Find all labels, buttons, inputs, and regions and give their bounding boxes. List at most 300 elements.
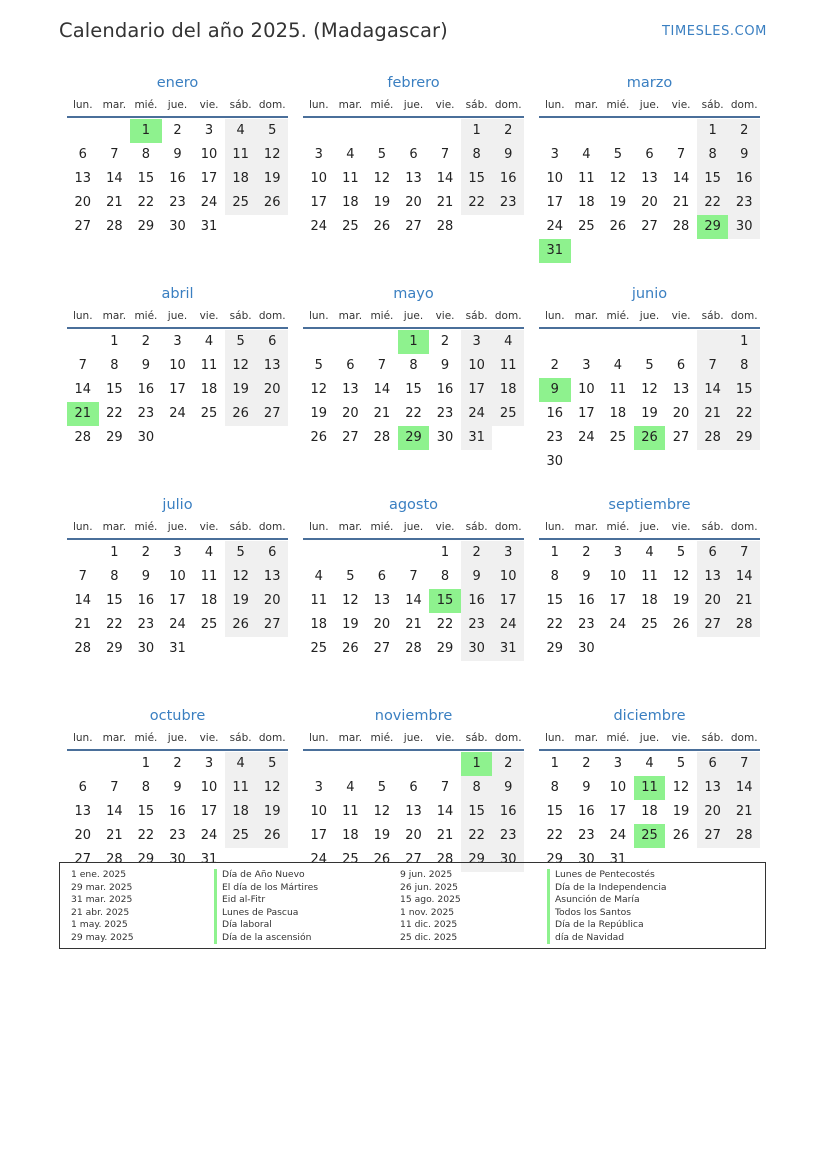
holiday-name: Lunes de Pascua (214, 907, 318, 920)
weekday-label: mar. (574, 99, 599, 111)
day-cell: 11 (492, 354, 524, 378)
day-cell: 24 (310, 219, 328, 234)
blank-cell (697, 330, 729, 354)
day-cell: 23 (492, 824, 524, 848)
blank-cell (634, 119, 666, 143)
day-cell: 27 (697, 613, 729, 637)
day-cell: 25 (609, 430, 627, 445)
day-cell: 22 (436, 617, 454, 632)
month-enero (67, 72, 288, 283)
holiday-date: 11 dic. 2025 (400, 919, 458, 930)
day-cell: 12 (609, 171, 627, 186)
day-cell: 12 (256, 143, 288, 167)
weekday-label: jue. (167, 99, 188, 111)
month-title: febrero (387, 75, 440, 91)
weekday-label: mar. (102, 310, 127, 322)
month-mayo (303, 283, 524, 494)
day-cell: 19 (672, 804, 690, 819)
day-cell: 20 (74, 828, 92, 843)
blank-cell (634, 330, 666, 354)
blank-cell (429, 752, 461, 776)
blank-cell (303, 119, 335, 143)
weekday-label: mar. (102, 732, 127, 744)
day-cell: 30 (169, 219, 186, 234)
day-cell: 19 (342, 617, 359, 632)
weekday-label: mié. (370, 732, 394, 744)
holiday-date: 25 dic. 2025 (400, 931, 458, 943)
day-cell: 12 (641, 382, 658, 397)
day-cell: 28 (74, 430, 92, 445)
day-cell: 19 (672, 593, 690, 608)
day-cell: 13 (697, 565, 729, 589)
holiday-date: 31 mar. 2025 (71, 894, 133, 905)
weekday-label: sáb. (465, 310, 488, 322)
weekday-label: vie. (435, 310, 455, 322)
day-cell: 13 (405, 171, 422, 186)
day-cell: 20 (405, 195, 422, 210)
weekday-header (303, 94, 524, 118)
weekday-label: dom. (494, 521, 522, 533)
weekday-header (539, 305, 760, 329)
day-cell: 23 (461, 613, 493, 637)
day-cell: 28 (728, 613, 760, 637)
weekday-label: mié. (606, 310, 630, 322)
day-cell: 17 (609, 593, 627, 608)
day-cell: 9 (173, 147, 182, 162)
holiday-name: Día de la Independencia (547, 882, 667, 895)
day-cell: 7 (440, 147, 450, 162)
day-cell: 30 (546, 454, 564, 469)
day-cell: 26 (672, 617, 690, 632)
day-cell: 22 (461, 824, 493, 848)
day-cell: 21 (405, 617, 422, 632)
day-cell: 8 (110, 569, 119, 584)
day-cell: 27 (342, 430, 359, 445)
day-cell: 24 (609, 828, 627, 843)
weekday-label: lun. (72, 732, 93, 744)
day-cell: 8 (728, 354, 760, 378)
weekday-label: sáb. (229, 310, 252, 322)
day-cell: 4 (645, 756, 654, 771)
day-cell: 4 (314, 569, 323, 584)
day-cell: 30 (461, 637, 493, 661)
day-cell: 28 (728, 824, 760, 848)
day-cell: 7 (78, 358, 87, 373)
day-cell: 5 (346, 569, 355, 584)
blank-cell (99, 119, 131, 143)
day-cell: 5 (377, 147, 387, 162)
day-cell: 8 (141, 780, 151, 795)
day-cell: 14 (672, 171, 690, 186)
day-cell: 5 (225, 330, 257, 354)
weekday-label: mié. (134, 99, 158, 111)
day-cell: 7 (728, 752, 760, 776)
day-cell: 10 (310, 804, 328, 819)
day-cell: 12 (373, 171, 391, 186)
day-cell: 29 (137, 219, 155, 234)
day-cell: 31 (200, 219, 218, 234)
day-cell: 20 (697, 800, 729, 824)
day-cell: 17 (310, 828, 328, 843)
day-cell: 16 (546, 406, 564, 421)
weekday-label: vie. (671, 310, 691, 322)
day-cell: 19 (373, 195, 391, 210)
day-cell: 20 (641, 195, 658, 210)
day-cell: 28 (405, 641, 422, 656)
blank-cell (398, 541, 430, 565)
day-cell: 17 (169, 382, 186, 397)
blank-cell (602, 330, 634, 354)
day-cell: 17 (200, 171, 218, 186)
day-cell: 20 (697, 589, 729, 613)
day-cell: 22 (106, 617, 123, 632)
blank-cell (571, 119, 603, 143)
day-cell: 1 (110, 545, 119, 560)
day-cell: 20 (74, 195, 92, 210)
day-cell: 14 (106, 804, 123, 819)
day-cell: 25 (342, 852, 359, 867)
brand-logo[interactable]: TIMESLES.COM (661, 24, 767, 39)
day-grid (67, 541, 288, 661)
day-cell: 19 (225, 589, 257, 613)
weekday-label: dom. (258, 310, 286, 322)
weekday-label: lun. (72, 99, 93, 111)
day-cell: 18 (641, 593, 658, 608)
day-cell: 16 (492, 167, 524, 191)
day-cell: 9 (141, 569, 151, 584)
weekday-label: vie. (199, 99, 219, 111)
day-cell: 12 (256, 776, 288, 800)
day-cell: 13 (74, 804, 92, 819)
page-title: Calendario del año 2025. (Madagascar) (59, 19, 448, 42)
blank-cell (335, 541, 367, 565)
day-cell: 7 (78, 569, 87, 584)
weekday-header (539, 94, 760, 118)
day-cell: 2 (173, 756, 182, 771)
day-cell: 9 (461, 565, 493, 589)
day-cell: 10 (310, 171, 328, 186)
day-cell: 10 (492, 565, 524, 589)
day-cell: 12 (672, 780, 690, 795)
day-cell: 28 (373, 430, 391, 445)
day-cell: 8 (409, 358, 418, 373)
day-cell: 23 (578, 617, 595, 632)
day-cell: 4 (613, 358, 623, 373)
weekday-label: sáb. (229, 521, 252, 533)
day-cell: 29 (546, 852, 564, 867)
day-cell: 14 (74, 593, 92, 608)
day-cell: 3 (550, 147, 559, 162)
holiday-day-cell: 1 (398, 330, 430, 354)
day-cell: 5 (676, 545, 686, 560)
weekday-label: mié. (606, 732, 630, 744)
day-cell: 26 (609, 219, 627, 234)
day-cell: 15 (405, 382, 422, 397)
day-cell: 24 (310, 852, 328, 867)
day-cell: 14 (74, 382, 92, 397)
weekday-label: vie. (435, 99, 455, 111)
day-cell: 30 (578, 852, 595, 867)
day-cell: 21 (373, 406, 391, 421)
day-cell: 6 (78, 147, 87, 162)
day-cell: 17 (609, 804, 627, 819)
day-cell: 10 (169, 569, 186, 584)
day-cell: 17 (461, 378, 493, 402)
day-cell: 23 (137, 406, 155, 421)
day-cell: 12 (310, 382, 328, 397)
month-title: junio (631, 286, 668, 302)
day-grid (303, 119, 524, 239)
day-cell: 10 (578, 382, 595, 397)
day-cell: 13 (697, 776, 729, 800)
day-cell: 9 (141, 358, 151, 373)
weekday-label: lun. (308, 521, 329, 533)
weekday-label: mar. (574, 310, 599, 322)
holiday-name: Asunción de María (547, 894, 667, 907)
weekday-label: sáb. (701, 732, 724, 744)
day-cell: 30 (436, 430, 454, 445)
weekday-label: mar. (574, 521, 599, 533)
day-cell: 10 (546, 171, 564, 186)
weekday-label: sáb. (701, 99, 724, 111)
day-cell: 14 (728, 565, 760, 589)
day-cell: 4 (225, 119, 257, 143)
day-cell: 6 (676, 358, 686, 373)
blank-cell (67, 541, 99, 565)
day-grid (303, 330, 524, 450)
holiday-day-cell: 1 (461, 752, 493, 776)
weekday-header (67, 94, 288, 118)
weekday-label: dom. (730, 310, 758, 322)
day-cell: 5 (645, 358, 654, 373)
day-cell: 10 (169, 358, 186, 373)
day-cell: 1 (550, 545, 559, 560)
weekday-label: mar. (338, 521, 363, 533)
weekday-label: mié. (370, 521, 394, 533)
day-cell: 30 (492, 848, 524, 872)
day-cell: 6 (409, 780, 418, 795)
day-cell: 4 (492, 330, 524, 354)
day-cell: 25 (310, 641, 328, 656)
day-cell: 27 (256, 402, 288, 426)
day-cell: 27 (641, 219, 658, 234)
weekday-label: lun. (72, 521, 93, 533)
blank-cell (303, 541, 335, 565)
day-cell: 27 (74, 219, 92, 234)
blank-cell (335, 330, 367, 354)
weekday-label: sáb. (465, 521, 488, 533)
weekday-label: lun. (544, 521, 565, 533)
day-cell: 4 (204, 545, 214, 560)
day-cell: 22 (137, 828, 155, 843)
weekday-label: dom. (730, 732, 758, 744)
day-cell: 13 (641, 171, 658, 186)
weekday-header (67, 305, 288, 329)
day-cell: 2 (141, 545, 151, 560)
blank-cell (602, 119, 634, 143)
day-cell: 27 (405, 852, 422, 867)
day-grid (539, 752, 760, 872)
weekday-header (303, 305, 524, 329)
day-cell: 11 (200, 569, 218, 584)
holiday-day-cell: 21 (67, 402, 99, 426)
holiday-day-cell: 11 (634, 776, 666, 800)
day-cell: 29 (546, 641, 564, 656)
day-cell: 15 (461, 800, 493, 824)
weekday-label: jue. (639, 310, 660, 322)
day-cell: 18 (310, 617, 328, 632)
day-cell: 3 (613, 756, 623, 771)
day-cell: 28 (106, 219, 123, 234)
holiday-name: Día de Año Nuevo (214, 869, 318, 882)
day-cell: 10 (200, 780, 218, 795)
day-cell: 2 (440, 334, 450, 349)
day-cell: 15 (106, 593, 123, 608)
weekday-label: jue. (639, 521, 660, 533)
weekday-label: dom. (258, 99, 286, 111)
blank-cell (303, 752, 335, 776)
weekday-label: sáb. (701, 521, 724, 533)
weekday-header (303, 516, 524, 540)
weekday-label: sáb. (229, 732, 252, 744)
day-cell: 2 (492, 752, 524, 776)
weekday-label: mié. (134, 310, 158, 322)
weekday-label: dom. (494, 99, 522, 111)
blank-cell (366, 752, 398, 776)
day-cell: 23 (728, 191, 760, 215)
holiday-day-cell: 25 (634, 824, 666, 848)
day-cell: 28 (436, 852, 454, 867)
day-cell: 18 (492, 378, 524, 402)
weekday-label: jue. (167, 521, 188, 533)
weekday-label: jue. (639, 99, 660, 111)
day-grid (303, 752, 524, 872)
day-cell: 14 (106, 171, 123, 186)
month-title: julio (162, 497, 193, 513)
day-cell: 30 (169, 852, 186, 867)
holiday-list (59, 862, 766, 949)
holiday-day-cell: 9 (539, 378, 571, 402)
day-cell: 15 (137, 804, 155, 819)
day-cell: 16 (169, 171, 186, 186)
day-cell: 14 (436, 171, 454, 186)
weekday-label: mié. (370, 310, 394, 322)
blank-cell (67, 330, 99, 354)
weekday-label: jue. (403, 732, 424, 744)
weekday-header (303, 727, 524, 751)
day-cell: 2 (550, 358, 559, 373)
day-cell: 24 (492, 613, 524, 637)
holiday-dates-right (400, 869, 461, 944)
blank-cell (398, 752, 430, 776)
day-cell: 22 (461, 191, 493, 215)
day-cell: 18 (342, 828, 359, 843)
day-cell: 25 (641, 617, 658, 632)
weekday-label: dom. (730, 521, 758, 533)
day-cell: 9 (582, 569, 591, 584)
day-cell: 10 (609, 569, 627, 584)
day-cell: 26 (310, 430, 328, 445)
day-cell: 5 (377, 780, 387, 795)
holiday-name: El día de los Mártires (214, 882, 318, 895)
day-cell: 11 (342, 171, 359, 186)
day-cell: 22 (106, 406, 123, 421)
day-cell: 8 (141, 147, 151, 162)
month-abril (67, 283, 288, 494)
day-cell: 3 (204, 123, 214, 138)
weekday-label: lun. (544, 310, 565, 322)
day-cell: 11 (200, 358, 218, 373)
holiday-day-cell: 1 (130, 119, 162, 143)
holiday-date: 29 mar. 2025 (71, 881, 133, 893)
day-cell: 19 (609, 195, 627, 210)
month-title: noviembre (374, 708, 453, 724)
day-cell: 15 (728, 378, 760, 402)
day-cell: 4 (645, 545, 654, 560)
blank-cell (571, 330, 603, 354)
day-cell: 26 (373, 219, 391, 234)
day-grid (303, 541, 524, 661)
day-cell: 30 (137, 430, 155, 445)
holiday-date: 15 ago. 2025 (400, 894, 461, 905)
blank-cell (366, 330, 398, 354)
day-cell: 11 (225, 143, 257, 167)
day-cell: 28 (106, 852, 123, 867)
holiday-names-left (214, 869, 318, 944)
weekday-label: vie. (671, 732, 691, 744)
holiday-dates-left (71, 869, 134, 944)
day-cell: 5 (676, 756, 686, 771)
day-cell: 31 (169, 641, 186, 656)
day-cell: 2 (582, 545, 591, 560)
day-cell: 28 (672, 219, 690, 234)
month-title: marzo (626, 75, 673, 91)
day-cell: 26 (373, 852, 391, 867)
day-cell: 16 (461, 589, 493, 613)
holiday-name: Todos los Santos (547, 907, 667, 920)
day-cell: 16 (137, 382, 155, 397)
day-cell: 7 (377, 358, 387, 373)
weekday-label: vie. (435, 521, 455, 533)
day-cell: 30 (578, 641, 595, 656)
day-cell: 21 (436, 828, 454, 843)
day-cell: 29 (461, 848, 493, 872)
holiday-date: 29 may. 2025 (71, 931, 134, 943)
day-cell: 31 (609, 852, 627, 867)
holiday-names-right (547, 869, 667, 944)
day-cell: 19 (373, 828, 391, 843)
day-cell: 23 (578, 828, 595, 843)
blank-cell (429, 119, 461, 143)
day-cell: 24 (200, 195, 218, 210)
weekday-label: dom. (494, 310, 522, 322)
day-cell: 28 (74, 641, 92, 656)
day-cell: 24 (578, 430, 595, 445)
weekday-label: mié. (606, 521, 630, 533)
day-cell: 3 (582, 358, 591, 373)
day-cell: 2 (492, 119, 524, 143)
day-cell: 3 (314, 147, 323, 162)
day-cell: 25 (225, 191, 257, 215)
day-cell: 14 (728, 776, 760, 800)
holiday-date: 1 ene. 2025 (71, 869, 127, 880)
weekday-label: vie. (199, 521, 219, 533)
day-cell: 4 (346, 147, 355, 162)
day-cell: 14 (373, 382, 391, 397)
day-cell: 23 (492, 191, 524, 215)
day-cell: 9 (440, 358, 450, 373)
day-cell: 21 (728, 800, 760, 824)
